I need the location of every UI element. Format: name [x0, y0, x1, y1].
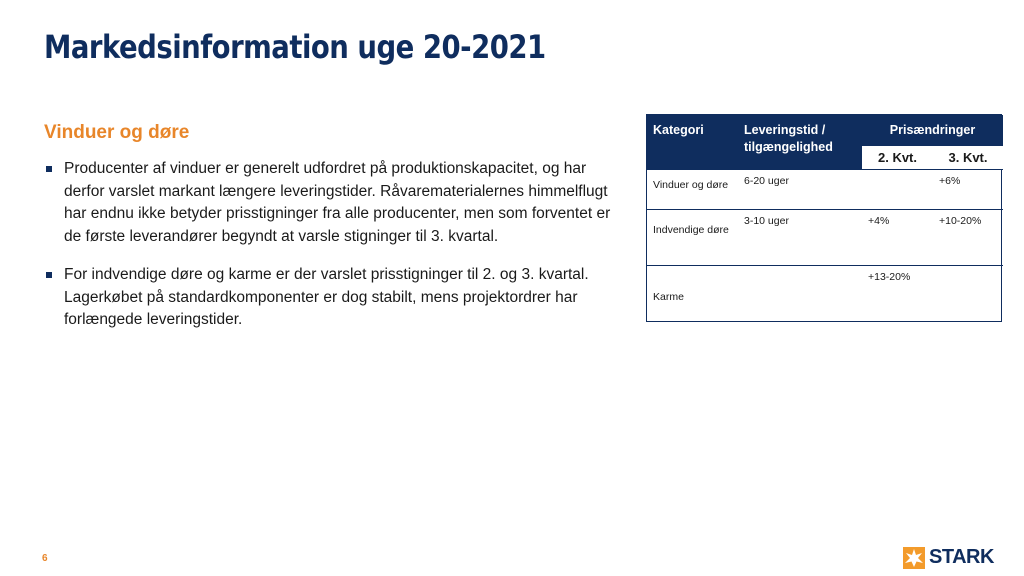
- logo-text: STARK: [929, 546, 994, 568]
- cell-category: Indvendige døre: [647, 210, 738, 266]
- header-q3: 3. Kvt.: [933, 146, 1003, 170]
- cell-q2: +4%: [862, 210, 933, 266]
- cell-q2: [862, 170, 933, 210]
- page-title: Markedsinformation uge 20-2021: [44, 28, 546, 66]
- cell-delivery: [738, 266, 862, 321]
- cell-q2: +13-20%: [862, 266, 933, 321]
- market-table: [646, 114, 1002, 322]
- cell-q3: +10-20%: [933, 210, 1003, 266]
- header-delivery: Leveringstid / tilgængelighed: [738, 115, 862, 170]
- table-row: [647, 210, 1003, 266]
- bullet-text: Producenter af vinduer er generelt udfordret på produktionskapacitet, og har derfor varslet markant længere leveringstider. Råvarematerialernes himmelflugt har endnu ikke betyder prisstigninger fra alle producenter, men som forventet er de første leverandører begyndt at varsle stigninger til 3. kvartal.: [64, 160, 611, 245]
- bullet-item: [44, 158, 624, 248]
- cell-q3: +6%: [933, 170, 1003, 210]
- bullet-square-icon: [46, 166, 52, 172]
- page-number: 6: [42, 553, 48, 564]
- header-q2: 2. Kvt.: [862, 146, 933, 170]
- header-category: Kategori: [647, 115, 738, 170]
- cell-delivery: 3-10 uger: [738, 210, 862, 266]
- bullet-item: [44, 264, 624, 332]
- header-price-changes: Prisændringer: [862, 115, 1003, 146]
- bullet-square-icon: [46, 272, 52, 278]
- cell-category: Vinduer og døre: [647, 170, 738, 210]
- stark-logo: [903, 546, 994, 569]
- cell-delivery: 6-20 uger: [738, 170, 862, 210]
- bullet-list: [44, 158, 624, 348]
- table-row: [647, 170, 1003, 210]
- stark-star-icon: [903, 547, 925, 569]
- cell-q3: [933, 266, 1003, 321]
- bullet-text: For indvendige døre og karme er der varslet prisstigninger til 2. og 3. kvartal. Lagerkøbet på standardkomponenter er dog stabilt, mens projektordrer har forlængede leveringstider.: [64, 266, 589, 328]
- table-row: [647, 266, 1003, 321]
- section-heading: Vinduer og døre: [44, 122, 190, 143]
- cell-category: Karme: [647, 266, 738, 321]
